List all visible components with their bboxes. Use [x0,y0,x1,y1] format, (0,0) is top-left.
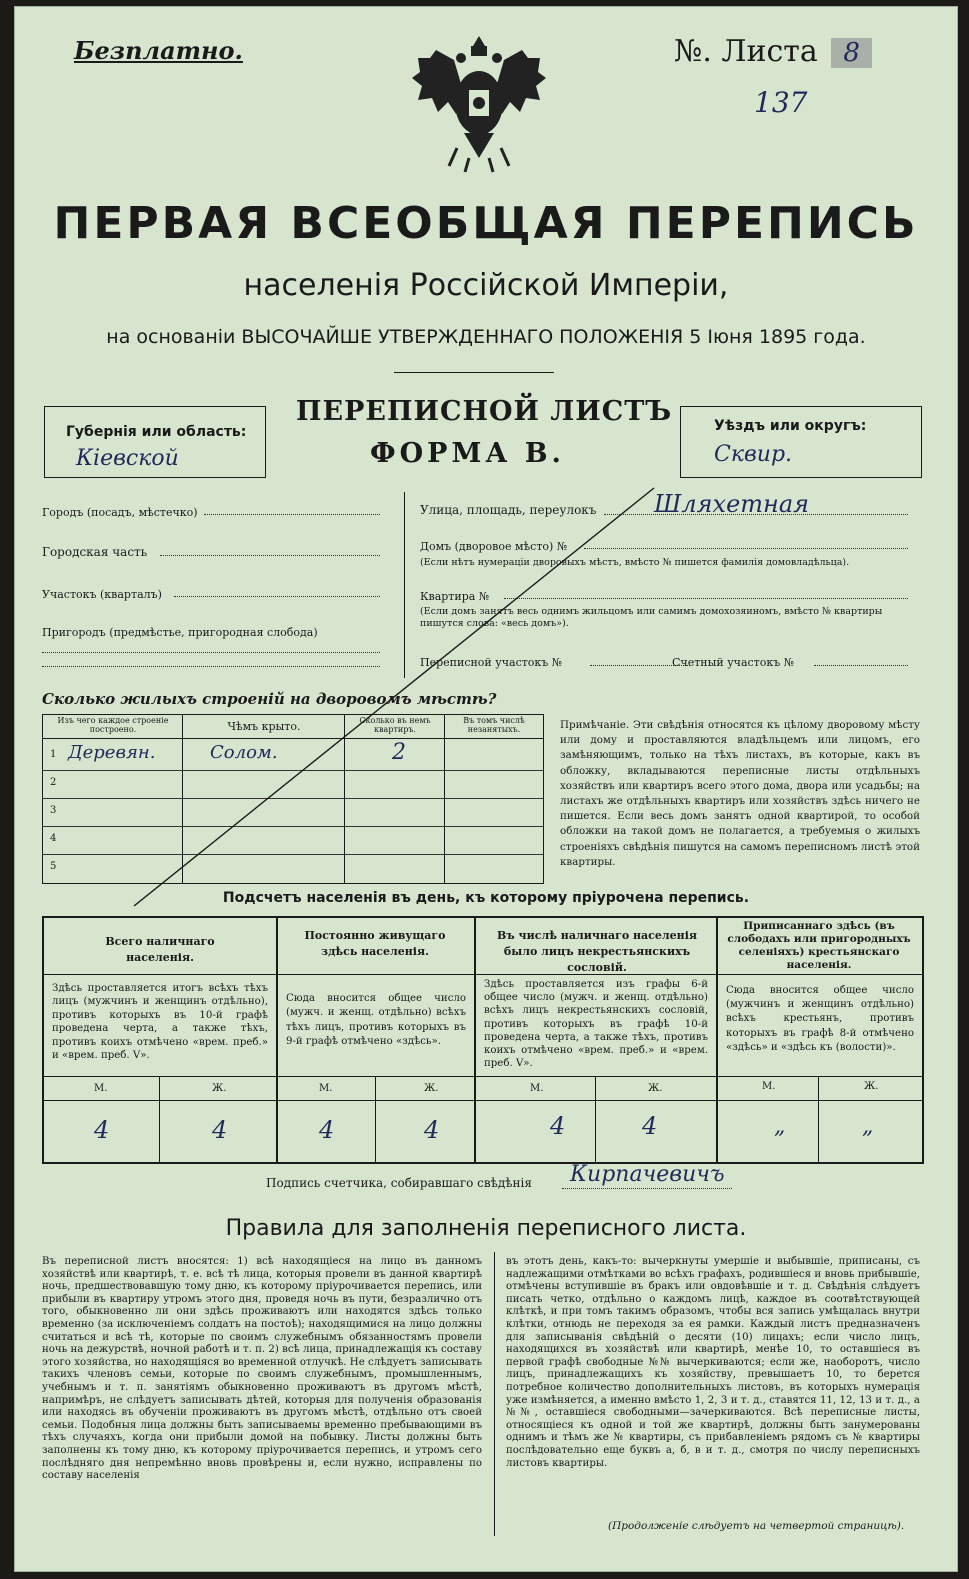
pop-col-1-m-value: 4 [94,1116,110,1144]
rules-right-column: въ этотъ день, какъ-то: вычеркнуты умершіе и выбывшіе, приписаны, съ надлежащими отмѣтками во всѣхъ графахъ, родившіеся и вновь прибывшіе, отмѣчены вступившіе въ бракъ или овдовѣвшіе и т. д. Свѣдѣнія слѣдуетъ писать четко, отдѣльно о каждомъ лицѣ, каждое въ соотвѣтствующей клѣткѣ, и при томъ такимъ образомъ, чтобы вся запись умѣщалась внутри клѣтки, отнюдь не переходя за ея рамки. Каждый листъ предназначенъ для записыванія свѣдѣній о десяти (10) лицахъ; если число лицъ, находящихся въ хозяйствѣ или квартирѣ, менѣе 10, то оставшіеся въ первой графѣ свободные №№ вычеркиваются; если же, наоборотъ, число лицъ, принадлежащихъ къ хозяйству, превышаетъ 10, то берется потребное количество дополнительныхъ листовъ, въ которыхъ нумерація уже измѣняется, а именно вмѣсто 1, 2, 3 и т. д., ставятся 11, 12, 13 и т. д., а №№, оставшіеся свободными—зачеркиваются. Всѣ переписные листы, относящіеся къ одной и той же квартирѣ, должны быть занумерованы однимъ и тѣмъ же № квартиры, съ прибавленіемъ рядомъ съ № квартиры послѣдовательно еще буквъ а, б, в и т. д., смотря по числу переписныхъ листовъ квартиры. [506,1256,920,1469]
pop-col-2-f-label: Ж. [424,1083,439,1094]
buildings-question: Сколько жилыхъ строеній на дворовомъ мѣстѣ? [42,690,497,708]
pop-col-3-m-value: 4 [550,1112,566,1140]
population-title: Подсчетъ населенія въ день, къ которому пріурочена перепись. [222,890,750,906]
pop-mf-sep-3 [595,1076,596,1162]
pop-mf-sep-4 [818,1076,819,1162]
province-label: Губернія или область: [66,424,247,440]
rules-divider [494,1252,495,1536]
pop-header-sep [42,974,922,975]
pop-mf-sep-1 [159,1076,160,1162]
signature-value: Кирпачевичъ [570,1162,725,1187]
pop-col-2-m-label: М. [319,1083,333,1094]
free-label: Безплатно. [74,36,243,65]
building-row-material: Деревян. [68,742,156,763]
rules-title: Правила для заполненія переписного листа. [225,1216,747,1241]
pop-col-4-m-value: „ [774,1114,786,1139]
pop-mf-sep [42,1100,922,1101]
street-label: Улица, площадь, переулокъ [420,503,597,517]
buildings-col-roof: Чѣмъ крыто. [227,720,301,733]
pop-col-2-desc: Сюда вносится общее число (мужч. и женщ. отдѣльно) всѣхъ тѣхъ лицъ, противъ которыхъ въ 9-й графѣ отмѣчено «здѣсь». [286,993,466,1048]
house-label: Домъ (дворовое мѣсто) № [420,540,568,553]
census-area-label: Переписной участокъ № [420,656,563,669]
pop-col-3-desc: Здѣсь проставляется изъ графы 6-й общее число (мужч. и женщ. отдѣльно) всѣхъ лицъ некрестьянскихъ сословій, противъ которыхъ въ графѣ 10-й проведена черта, а также тѣхъ, противъ коихъ отмѣчено «врем. преб.» и «врем. преб. V». [484,979,708,1070]
pop-col-1-f-label: Ж. [212,1083,227,1094]
pop-col-4-m-label: М. [762,1081,776,1092]
census-sheet [14,6,958,1572]
pop-col-3-f-label: Ж. [648,1083,663,1094]
province-value: Кіевской [76,446,179,471]
buildings-note: Примѣчаніе. Эти свѣдѣнія относятся къ цѣлому дворовому мѣсту или дому и проставляются владѣльцемъ или лицомъ, его замѣняющимъ, только на тѣхъ листахъ, въ которые, какъ въ обложку, вкладываются переписные листы отдѣльныхъ хозяйствъ или квартиръ всего этого дома, двора или усадьбы; на листахъ же отдѣльныхъ квартиръ или хозяйствъ здѣсь ничего не пишется. Если весь домъ занятъ одной квартирой, то особой обложки на такой домъ не полагается, а требуемыя о жилыхъ строеніяхъ свѣдѣнія пишутся на самомъ переписномъ листѣ этой квартиры. [560,719,920,868]
pop-col-sep-2 [474,916,476,1162]
building-row-roof: Солом. [210,742,278,763]
signature-line [562,1188,732,1189]
district-label: Уѣздъ или округъ: [714,418,867,434]
pop-col-1-f-value: 4 [212,1116,228,1144]
pop-col-4-f-value: „ [862,1114,874,1139]
pop-col-3-head: Въ числѣ наличнаго населенія было лицъ некрестьянскихъ сословій. [496,929,697,974]
pop-col-3-f-value: 4 [642,1112,658,1140]
pop-col-2-head: Постоянно живущаго здѣсь населенія. [304,929,446,958]
district-value: Сквир. [714,442,793,467]
rules-left-column: Въ переписной листъ вносятся: 1) всѣ находящіеся на лицо въ данномъ хозяйствѣ или квартирѣ, т. е. всѣ тѣ лица, которыя провели въ данной квартирѣ ночь, предшествовавшую тому дню, къ которому пріурочивается перепись, или прибыли въ квартиру утромъ этого дня, проведя ночь въ пути, безразлично отъ того, обыкновенно ли они здѣсь проживаютъ или находятся здѣсь только временно (за исключеніемъ солдатъ на постоѣ); находящимися на лицо должны считаться и всѣ тѣ, которые по своимъ служебнымъ обязанностямъ провели ночь на дежурствѣ, ночной работѣ и т. п. 2) всѣ лица, принадлежащія къ составу этого хозяйства, но находящіяся во временной отлучкѣ. Не слѣдуетъ записывать такихъ членовъ семьи, которые по своимъ служебнымъ, промышленнымъ, учебнымъ и т. п. занятіямъ обыкновенно проживаютъ въ другомъ мѣстѣ, напримѣръ, не слѣдуетъ записывать дѣтей, которыя для полученія образованія или находясь въ обученіи проживаютъ въ другомъ мѣстѣ, отдѣльно отъ своей семьи. Подобныя лица должны быть записываемы временно пребывающими въ тѣхъ случаяхъ, когда они прибыли домой на побывку. Листы должны быть заполнены къ тому дню, къ которому пріурочивается перепись, и утромъ сего послѣдняго дня непремѣнно вновь провѣрены и, если нужно, исправлены по составу населенія [42,1256,482,1482]
signature-label: Подпись счетчика, собиравшаго свѣдѣнія [266,1176,532,1190]
pop-col-4-desc: Сюда вносится общее число (мужчинъ и женщинъ отдѣльно) всѣхъ крестьянъ, противъ которыхъ въ графѣ 8-й отмѣчено «здѣсь» и «здѣсь къ (волости)». [726,985,914,1053]
page-basis: на основаніи ВЫСОЧАЙШЕ УТВЕРЖДЕННАГО ПОЛОЖЕНІЯ 5 Іюня 1895 года. [106,326,866,348]
pop-col-2-m-value: 4 [319,1116,335,1144]
pop-col-sep-3 [716,916,718,1162]
building-row-no: 3 [50,805,57,816]
pop-desc-sep [42,1076,922,1077]
pop-col-1-head: Всего наличнаго населенія. [105,935,215,964]
pop-col-1-desc: Здѣсь проставляется итогъ всѣхъ тѣхъ лицъ (мужчинъ и женщинъ отдѣльно), противъ которыхъ въ 10-й графѣ проведена черта, а также тѣхъ, противъ коихъ отмѣчено «врем. преб.» и «врем. преб. V». [52,983,268,1062]
pop-col-sep-1 [276,916,278,1162]
building-row-no: 5 [50,861,57,872]
pop-col-2-f-value: 4 [424,1116,440,1144]
building-row-no: 2 [50,777,57,788]
page-subtitle: населенія Россійской Имперіи, [243,268,729,303]
pop-mf-sep-2 [375,1076,376,1162]
building-row-no: 1 [50,749,57,760]
suburb-label: Пригородъ (предмѣстье, пригородная слобода) [42,626,318,639]
pop-col-4-f-label: Ж. [864,1081,879,1092]
street-value: Шляхетная [654,490,810,518]
buildings-col-apartments: Сколько въ немъ квартиръ. [359,716,431,734]
sheet-number-value: 8 [831,38,872,68]
sheet-number-label: №. Листа [674,34,818,69]
sheet-number-handwritten: 137 [754,86,808,119]
buildings-col-vacant: Въ томъ числѣ незанятыхъ. [463,716,525,734]
pop-col-3-m-label: М. [530,1083,544,1094]
apartment-note: (Если домъ занятъ весь однимъ жильцомъ или самимъ домохозяиномъ, вмѣсто № квартиры пишутся слова: «весь домъ»). [420,606,883,629]
form-title: ПЕРЕПИСНОЙ ЛИСТЪ [296,396,673,427]
count-area-label: Счетный участокъ № [672,656,795,669]
apartment-label: Квартира № [420,590,490,603]
form-letter: ФОРМА В. [370,438,565,469]
building-row-apartments: 2 [392,740,406,765]
building-row-no: 4 [50,833,57,844]
pop-col-4-head: Приписаннаго здѣсь (въ слободахъ или пригородныхъ селеніяхъ) крестьянскаго населенія. [727,920,911,971]
rules-continued: (Продолженіе слѣдуетъ на четвертой страницѣ). [608,1520,905,1532]
page-title: ПЕРВАЯ ВСЕОБЩАЯ ПЕРЕПИСЬ [53,198,919,249]
precinct-label: Участокъ (кварталъ) [42,588,162,601]
city-part-label: Городская часть [42,545,148,559]
pop-col-1-m-label: М. [94,1083,108,1094]
buildings-col-material: Изъ чего каждое строеніе построено. [57,716,169,734]
house-note: (Если нѣтъ нумераціи дворовыхъ мѣстъ, вмѣсто № пишется фамилія домовладѣльца). [420,557,850,568]
city-label: Городъ (посадъ, мѣстечко) [42,506,198,519]
